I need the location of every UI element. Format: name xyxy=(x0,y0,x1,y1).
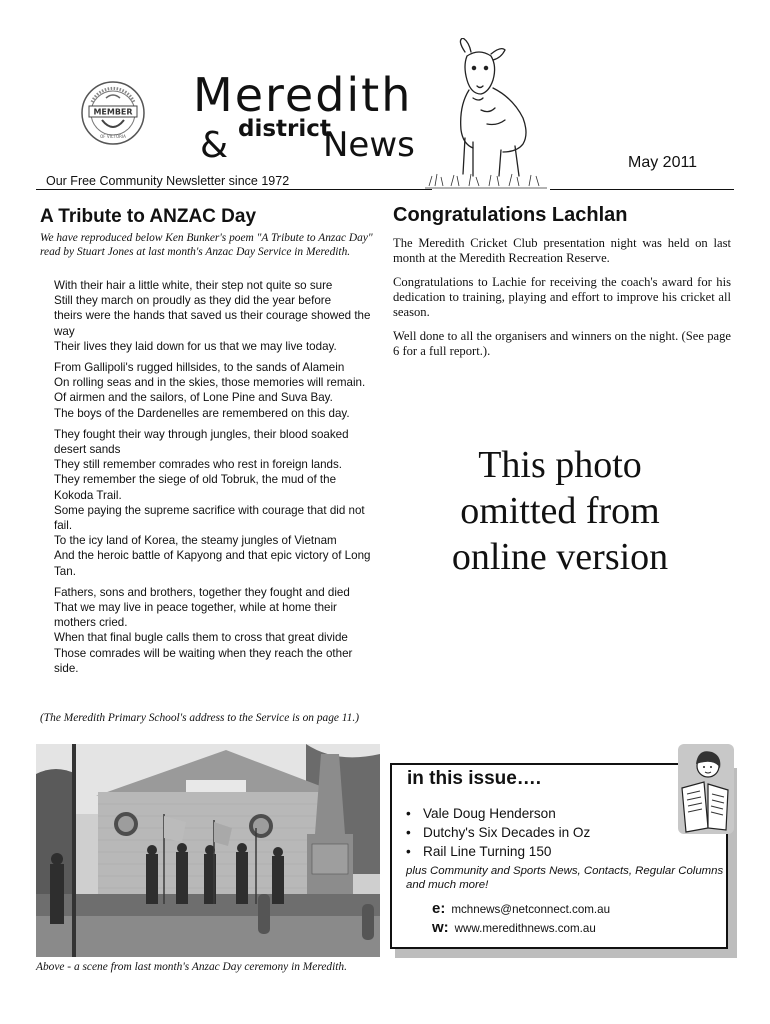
web-contact xyxy=(432,919,596,936)
omitted-line: online version xyxy=(451,536,669,578)
in-this-issue-title: in this issue…. xyxy=(407,768,542,789)
omitted-line: This photo xyxy=(478,444,642,486)
photo-caption: Above - a scene from last month's Anzac Day ceremony in Meredith. xyxy=(36,961,347,973)
issue-item: • Dutchy's Six Decades in Oz xyxy=(406,823,590,842)
email-address[interactable]: mchnews@netconnect.com.au xyxy=(451,903,611,916)
congrats-paragraph: The Meredith Cricket Club presentation night was held on last month at the Meredith Recreation Reserve. xyxy=(393,236,731,265)
congrats-paragraph: Well done to all the organisers and winners on the night. (See page 6 for a full report.). xyxy=(393,329,731,358)
tribute-note: (The Meredith Primary School's address to the Service is on page 11.) xyxy=(40,712,359,724)
poem-stanza: Fathers, sons and brothers, together they fought and died That we may live in peace together, while at home their mothers cried. When that final bugle calls them to cross that great divide Those comrades will be waiting when they reach the other side. xyxy=(54,585,353,675)
omitted-line: omitted from xyxy=(460,490,660,532)
issue-date: May 2011 xyxy=(628,154,698,171)
community-newspaper-member-badge xyxy=(80,80,146,146)
tribute-intro: We have reproduced below Ken Bunker's poem "A Tribute to Anzac Day" read by Stuart Jones at last month's Anzac Day Service in Meredith. xyxy=(40,232,373,258)
masthead-district: district xyxy=(238,116,331,142)
photo-omitted-notice xyxy=(400,442,720,580)
anzac-ceremony-photo xyxy=(36,744,380,957)
newspaper-reader-icon xyxy=(676,744,736,834)
issue-item: • Rail Line Turning 150 xyxy=(406,842,590,861)
email-contact xyxy=(432,900,610,917)
masthead-rule-right xyxy=(550,189,734,190)
tribute-heading: A Tribute to ANZAC Day xyxy=(40,206,257,227)
svg-text:MEMBER: MEMBER xyxy=(93,107,133,117)
issue-extra-text: plus Community and Sports News, Contacts, Regular Columns and much more! xyxy=(406,865,724,891)
congrats-paragraph: Congratulations to Lachie for receiving the coach's award for his dedication to training, playing and effort to improve his cricket all season. xyxy=(393,275,731,319)
poem-stanza: They fought their way through jungles, their blood soaked desert sands They still remember comrades who rest in foreign lands. They remember the siege of old Tobruk, the mud of the Kokoda Trail. Some paying the supreme sacrifice with courage that did not fail. To the icy land of Korea, the steamy jungles of Vietnam And the heroic battle of Kapyong and that epic victory of Long Tan. xyxy=(54,427,371,578)
masthead-rule-left xyxy=(36,189,432,190)
lamb-illustration xyxy=(425,38,547,190)
poem-stanza: From Gallipoli's rugged hillsides, to the sands of Alamein On rolling seas and in the skies, those memories will remain. Of airmen and the sailors, of Lone Pine and Suva Bay. The boys of the Dardenelles are remembered on this day. xyxy=(54,361,366,420)
issue-item: • Vale Doug Henderson xyxy=(406,804,590,823)
svg-text:OF VICTORIA: OF VICTORIA xyxy=(100,134,126,139)
issue-list xyxy=(406,804,590,861)
masthead-ampersand: & xyxy=(200,125,229,166)
web-label: w: xyxy=(432,919,449,936)
website-address[interactable]: www.meredithnews.com.au xyxy=(454,922,596,935)
congrats-body xyxy=(393,236,731,368)
tribute-poem xyxy=(54,278,376,682)
email-label: e: xyxy=(432,900,446,917)
masthead-news: News xyxy=(323,125,415,165)
masthead-title: Meredith xyxy=(193,68,413,122)
congrats-heading: Congratulations Lachlan xyxy=(393,204,628,226)
tagline: Our Free Community Newsletter since 1972 xyxy=(46,174,290,188)
poem-stanza: With their hair a little white, their step not quite so sure Still they march on proudly as they did the year before theirs were the hands that saved us their courage showed the way Their lives they laid down for us that we may live today. xyxy=(54,279,371,353)
